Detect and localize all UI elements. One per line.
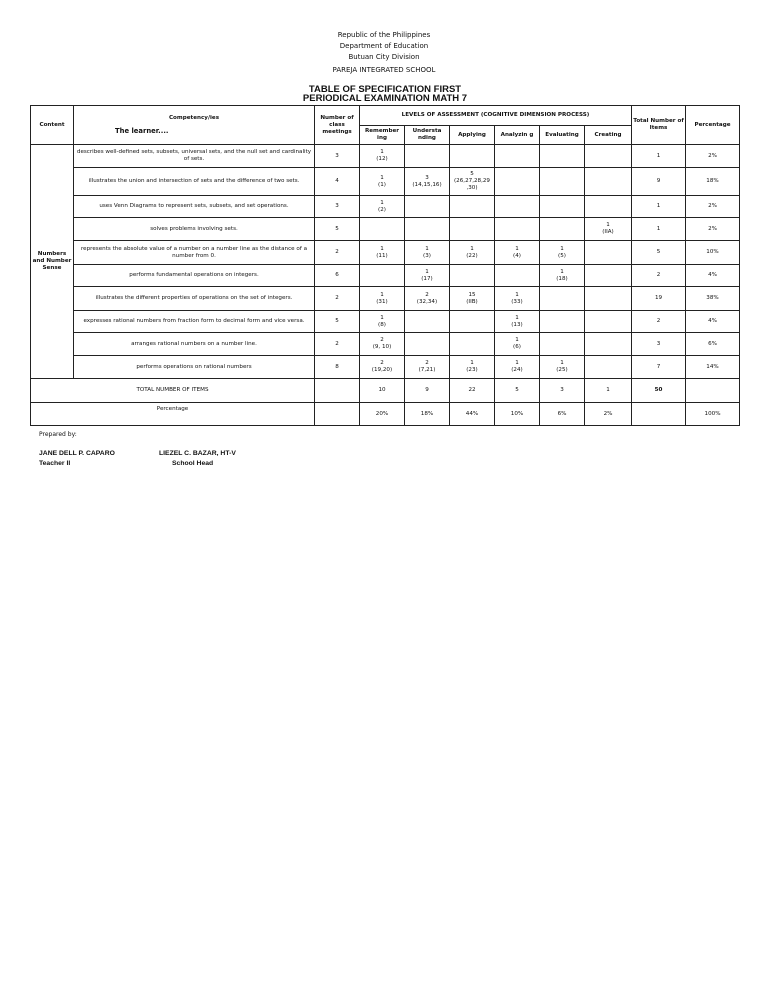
competency-cell: uses Venn Diagrams to represent sets, subsets, and set operations.: [74, 196, 315, 218]
competency-cell: illustrates the union and intersection of sets and the difference of two sets.: [74, 168, 315, 196]
meetings-cell: 2: [315, 333, 360, 356]
creating-cell: [585, 168, 632, 196]
meetings-cell: 5: [315, 218, 360, 241]
table-row: [31, 287, 740, 311]
competency-cell: arranges rational numbers on a number line.: [74, 333, 315, 356]
total-items-cell: 7: [632, 356, 686, 379]
applying-cell: [450, 145, 495, 168]
remembering-cell: [360, 265, 405, 287]
table-row: [31, 145, 740, 168]
applying-cell: 1 (23): [450, 356, 495, 379]
total-items-header: Total Number of Items: [632, 106, 686, 145]
table-row: [31, 241, 740, 265]
table-row: [31, 218, 740, 241]
percentage-cell: 6%: [686, 333, 740, 356]
remembering-cell: 1 (8): [360, 311, 405, 333]
table-row: [31, 333, 740, 356]
table-row: [31, 311, 740, 333]
learner-label: The learner....: [115, 127, 169, 135]
percent-remembering-cell: 20%: [360, 403, 405, 426]
understanding-header: Understa nding: [405, 126, 450, 145]
evaluating-cell: [540, 168, 585, 196]
evaluating-cell: [540, 218, 585, 241]
total-analyzing-cell: 5: [495, 379, 540, 403]
creating-cell: [585, 333, 632, 356]
creating-cell: 1 (IIA): [585, 218, 632, 241]
table-row: [31, 196, 740, 218]
total-items-cell: 3: [632, 333, 686, 356]
percentage-header: Percentage: [686, 106, 740, 145]
understanding-cell: [405, 311, 450, 333]
analyzing-header: Analyzin g: [495, 126, 540, 145]
total-items-cell: 2: [632, 311, 686, 333]
percentage-cell: 4%: [686, 265, 740, 287]
remembering-cell: 2 (9, 10): [360, 333, 405, 356]
percentage-cell: 38%: [686, 287, 740, 311]
meetings-cell: 6: [315, 265, 360, 287]
total-items-cell: 1: [632, 145, 686, 168]
meetings-cell: 2: [315, 241, 360, 265]
creating-cell: [585, 311, 632, 333]
applying-header: Applying: [450, 126, 495, 145]
applying-cell: [450, 311, 495, 333]
preparer-title: Teacher II: [39, 460, 71, 467]
competency-header: [74, 106, 315, 145]
meetings-header: Number of class meetings: [315, 106, 360, 145]
applying-cell: [450, 218, 495, 241]
totals-label: TOTAL NUMBER OF ITEMS: [31, 379, 315, 403]
percentage-cell: 2%: [686, 218, 740, 241]
total-understanding-cell: 9: [405, 379, 450, 403]
remembering-cell: 1 (1): [360, 168, 405, 196]
understanding-cell: 1 (3): [405, 241, 450, 265]
analyzing-cell: 1 (24): [495, 356, 540, 379]
remembering-cell: [360, 218, 405, 241]
percent-applying-cell: 44%: [450, 403, 495, 426]
meetings-cell: 3: [315, 196, 360, 218]
competency-cell: performs operations on rational numbers: [74, 356, 315, 379]
applying-cell: [450, 196, 495, 218]
table-row: [31, 356, 740, 379]
preparer-name: JANE DELL P. CAPARO: [39, 450, 115, 457]
analyzing-cell: [495, 265, 540, 287]
percentage-row-label: Percentage: [31, 403, 315, 426]
evaluating-header: Evaluating: [540, 126, 585, 145]
header-line-school: PAREJA INTEGRATED SCHOOL: [332, 66, 436, 74]
content-category-cell: Numbers and Number Sense: [31, 145, 74, 379]
applying-cell: [450, 265, 495, 287]
remembering-cell: 1 (11): [360, 241, 405, 265]
applying-cell: [450, 333, 495, 356]
percent-understanding-cell: 18%: [405, 403, 450, 426]
percentage-cell: 10%: [686, 241, 740, 265]
header-line-deped: Department of Education: [339, 42, 429, 50]
percentage-cell: 2%: [686, 145, 740, 168]
percentage-cell: 18%: [686, 168, 740, 196]
table-row: [31, 265, 740, 287]
creating-cell: [585, 196, 632, 218]
school-head-title: School Head: [172, 460, 214, 467]
total-items-cell: 5: [632, 241, 686, 265]
competency-cell: represents the absolute value of a number on a number line as the distance of a number from 0.: [74, 241, 315, 265]
competency-cell: performs fundamental operations on integers.: [74, 265, 315, 287]
percentage-row: [31, 403, 740, 426]
meetings-cell: 2: [315, 287, 360, 311]
remembering-cell: 1 (2): [360, 196, 405, 218]
meetings-cell: 8: [315, 356, 360, 379]
creating-cell: [585, 145, 632, 168]
grand-total-cell: 50: [632, 379, 686, 403]
analyzing-cell: [495, 218, 540, 241]
competency-cell: illustrates the different properties of operations on the set of integers.: [74, 287, 315, 311]
analyzing-cell: [495, 145, 540, 168]
creating-cell: [585, 287, 632, 311]
levels-header: LEVELS OF ASSESSMENT (COGNITIVE DIMENSION PROCESS): [360, 106, 632, 126]
understanding-cell: [405, 218, 450, 241]
applying-cell: 1 (22): [450, 241, 495, 265]
document-title-line2: PERIODICAL EXAMINATION MATH 7: [302, 93, 468, 104]
analyzing-cell: 1 (33): [495, 287, 540, 311]
analyzing-cell: 1 (4): [495, 241, 540, 265]
remembering-cell: 2 (19,20): [360, 356, 405, 379]
total-evaluating-cell: 3: [540, 379, 585, 403]
totals-row: [31, 379, 740, 403]
header-line-republic: Republic of the Philippines: [337, 31, 431, 39]
understanding-cell: 2 (32,34): [405, 287, 450, 311]
creating-header: Creating: [585, 126, 632, 145]
understanding-cell: 3 (14,15,16): [405, 168, 450, 196]
percentage-meetings-cell: [315, 403, 360, 426]
total-creating-cell: 1: [585, 379, 632, 403]
percent-analyzing-cell: 10%: [495, 403, 540, 426]
total-items-cell: 1: [632, 218, 686, 241]
meetings-cell: 4: [315, 168, 360, 196]
total-items-cell: 19: [632, 287, 686, 311]
remembering-cell: 1 (12): [360, 145, 405, 168]
understanding-cell: [405, 333, 450, 356]
competency-cell: describes well-defined sets, subsets, universal sets, and the null set and cardinality of sets.: [74, 145, 315, 168]
understanding-cell: [405, 145, 450, 168]
percentage-total-cell: [632, 403, 686, 426]
table-row: [31, 168, 740, 196]
creating-cell: [585, 265, 632, 287]
total-items-cell: 1: [632, 196, 686, 218]
competency-cell: solves problems involving sets.: [74, 218, 315, 241]
analyzing-cell: 1 (13): [495, 311, 540, 333]
header-row-1: [31, 106, 740, 126]
total-items-cell: 2: [632, 265, 686, 287]
evaluating-cell: 1 (5): [540, 241, 585, 265]
school-head-name: LIEZEL C. BAZAR, HT-V: [159, 450, 236, 457]
applying-cell: 5 (26,27,28,29 ,30): [450, 168, 495, 196]
applying-cell: 15 (IIB): [450, 287, 495, 311]
creating-cell: [585, 241, 632, 265]
overall-percentage-cell: 100%: [686, 403, 740, 426]
specification-table: [30, 105, 740, 426]
evaluating-cell: [540, 333, 585, 356]
percentage-cell: 4%: [686, 311, 740, 333]
competency-header-label: Competency/ies: [168, 115, 220, 121]
meetings-cell: 3: [315, 145, 360, 168]
totals-meetings-cell: [315, 379, 360, 403]
remembering-cell: 1 (31): [360, 287, 405, 311]
analyzing-cell: [495, 196, 540, 218]
understanding-cell: 2 (7,21): [405, 356, 450, 379]
evaluating-cell: [540, 145, 585, 168]
understanding-cell: [405, 196, 450, 218]
evaluating-cell: [540, 196, 585, 218]
percent-evaluating-cell: 6%: [540, 403, 585, 426]
document-title-line1: TABLE OF SPECIFICATION FIRST: [308, 84, 462, 95]
evaluating-cell: [540, 287, 585, 311]
evaluating-cell: 1 (18): [540, 265, 585, 287]
evaluating-cell: [540, 311, 585, 333]
analyzing-cell: 1 (6): [495, 333, 540, 356]
meetings-cell: 5: [315, 311, 360, 333]
analyzing-cell: [495, 168, 540, 196]
prepared-by-label: Prepared by:: [39, 431, 77, 438]
creating-cell: [585, 356, 632, 379]
total-items-cell: 9: [632, 168, 686, 196]
total-applying-cell: 22: [450, 379, 495, 403]
understanding-cell: 1 (17): [405, 265, 450, 287]
competency-cell: expresses rational numbers from fraction form to decimal form and vice versa.: [74, 311, 315, 333]
percent-creating-cell: 2%: [585, 403, 632, 426]
percentage-cell: 14%: [686, 356, 740, 379]
percentage-cell: 2%: [686, 196, 740, 218]
total-remembering-cell: 10: [360, 379, 405, 403]
header-line-division: Butuan City Division: [348, 53, 420, 61]
totals-percentage-cell: [686, 379, 740, 403]
content-header: Content: [31, 106, 74, 145]
evaluating-cell: 1 (25): [540, 356, 585, 379]
remembering-header: Remember ing: [360, 126, 405, 145]
